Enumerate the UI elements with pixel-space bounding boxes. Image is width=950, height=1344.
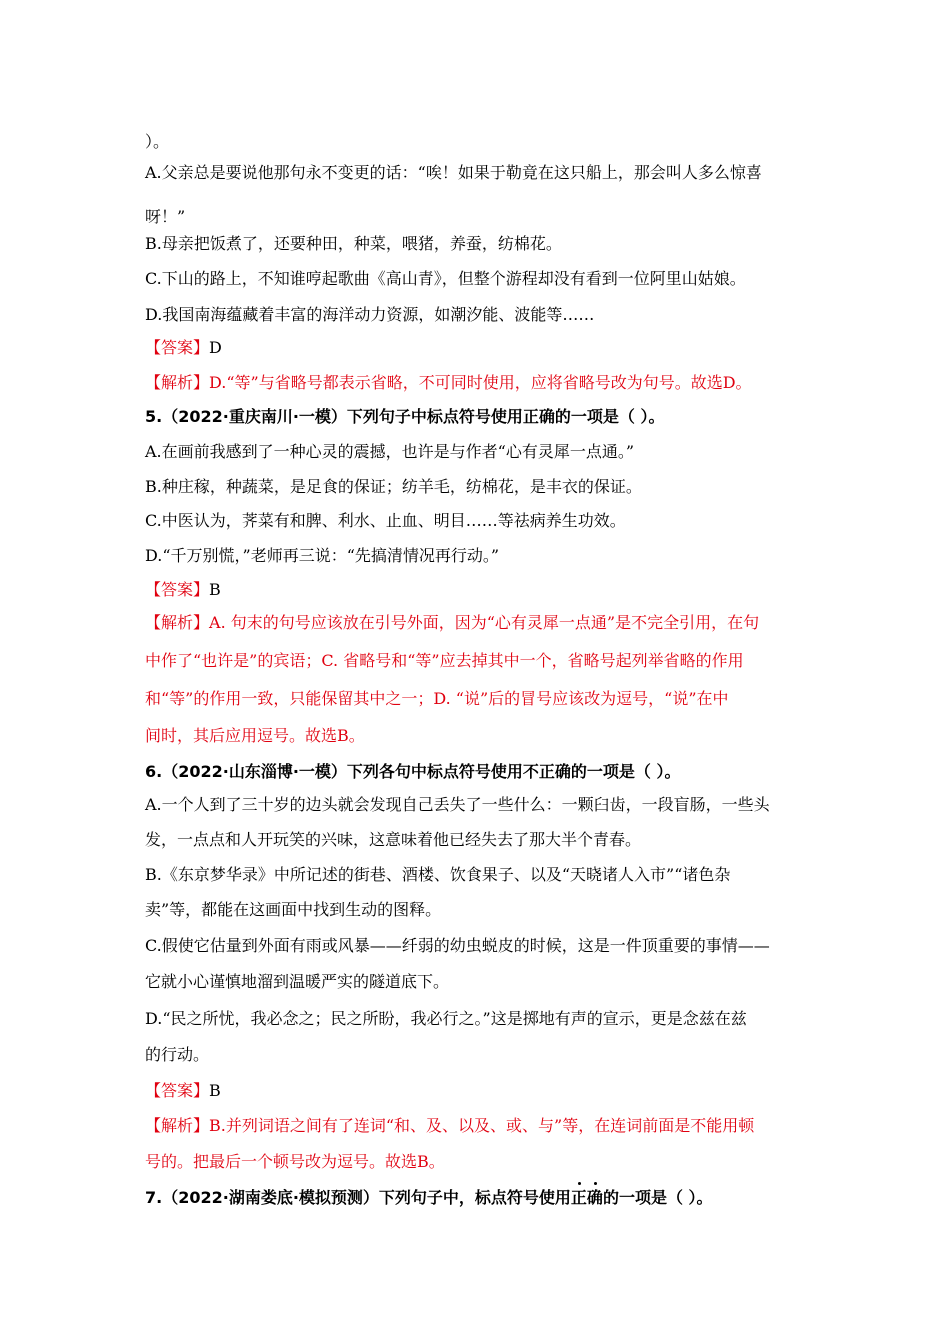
- option-line: 它就小心谨慎地溜到温暖严实的隧道底下。: [145, 972, 450, 991]
- question-7-tail: 的一项是（ ）。: [602, 1188, 713, 1207]
- option-line: A.一个人到了三十岁的边头就会发现自己丢失了一些什么：一颗臼齿，一段盲肠，一些头: [145, 795, 770, 814]
- analysis-tag: 【解析】: [145, 1116, 210, 1135]
- option-line: B.母亲把饭煮了，还要种田，种菜，喂猪，养蚕，纺棉花。: [145, 234, 562, 253]
- answer-line: [145, 579, 810, 601]
- option-line: A.父亲总是要说他那句永不变更的话：“唉！如果于勒竟在这只船上，那会叫人多么惊喜: [145, 163, 762, 182]
- option-line: A.在画前我感到了一种心灵的震撼，也许是与作者“心有灵犀一点通。”: [145, 442, 635, 461]
- analysis-line: 中作了“也许是”的宾语；C. 省略号和“等”应去掉其中一个，省略号起列举省略的作用: [145, 651, 744, 670]
- question-7-lead: 7.（2022·湖南娄底·模拟预测）下列句子中，标点符号使用: [145, 1188, 571, 1207]
- analysis-text: B.并列词语之间有了连词“和、及、以及、或、与”等，在连词前面是不能用顿: [209, 1116, 755, 1135]
- answer-text: B: [209, 1081, 221, 1100]
- emphasis-char-2: 确: [586, 1188, 603, 1207]
- analysis-text: A. 句末的句号应该放在引号外面，因为“心有灵犀一点通”是不完全引用，在句: [209, 613, 760, 632]
- option-line: 卖”等，都能在这画面中找到生动的图释。: [145, 900, 442, 919]
- analysis-line: [145, 1115, 810, 1137]
- option-line: C.下山的路上，不知谁哼起歌曲《高山青》，但整个游程却没有看到一位阿里山姑娘。: [145, 269, 746, 288]
- option-line: 呀！”: [145, 207, 186, 226]
- analysis-line: 和“等”的作用一致，只能保留其中之一；D. “说”后的冒号应该改为逗号，“说”在中: [145, 689, 729, 708]
- answer-line: [145, 1080, 810, 1102]
- answer-line: [145, 337, 810, 359]
- answer-tag: 【答案】: [145, 1081, 210, 1100]
- option-line: ）。: [145, 132, 170, 151]
- option-line: B.《东京梦华录》中所记述的街巷、酒楼、饮食果子、以及“天晓诸人入市”“诸色杂: [145, 865, 731, 884]
- analysis-line: [145, 372, 810, 394]
- answer-tag: 【答案】: [145, 580, 210, 599]
- question-heading: 5.（2022·重庆南川·一模）下列句子中标点符号使用正确的一项是（ ）。: [145, 407, 665, 426]
- question-7: [145, 1187, 810, 1209]
- option-line: C.中医认为，荠菜有和脾、利水、止血、明目……等祛病养生功效。: [145, 511, 626, 530]
- answer-text: B: [209, 580, 221, 599]
- option-line: 的行动。: [145, 1045, 210, 1064]
- answer-text: D: [209, 338, 222, 357]
- emphasis-char-1: 正: [570, 1188, 587, 1207]
- question-7-emphasis: [571, 1188, 603, 1207]
- analysis-line: 间时，其后应用逗号。故选B。: [145, 726, 365, 745]
- option-line: 发，一点点和人开玩笑的兴味，这意味着他已经失去了那大半个青春。: [145, 830, 642, 849]
- option-line: D.我国南海蕴藏着丰富的海洋动力资源，如潮汐能、波能等……: [145, 305, 595, 324]
- analysis-line: [145, 612, 810, 634]
- analysis-line: 号的。把最后一个顿号改为逗号。故选B。: [145, 1152, 445, 1171]
- option-line: D.“民之所忧，我必念之；民之所盼，我必行之。”这是掷地有声的宣示，更是念兹在兹: [145, 1009, 747, 1028]
- answer-tag: 【答案】: [145, 338, 210, 357]
- option-line: B.种庄稼，种蔬菜，是足食的保证；纺羊毛，纺棉花，是丰衣的保证。: [145, 477, 642, 496]
- question-heading: 6.（2022·山东淄博·一模）下列各句中标点符号使用不正确的一项是（ ）。: [145, 762, 681, 781]
- option-line: C.假使它估量到外面有雨或风暴——纤弱的幼虫蜕皮的时候，这是一件顶重要的事情——: [145, 936, 770, 955]
- analysis-tag: 【解析】: [145, 373, 210, 392]
- analysis-tag: 【解析】: [145, 613, 210, 632]
- analysis-text: D.“等”与省略号都表示省略，不可同时使用，应将省略号改为句号。故选D。: [209, 373, 752, 392]
- option-line: D.“千万别慌，”老师再三说：“先搞清情况再行动。”: [145, 546, 500, 565]
